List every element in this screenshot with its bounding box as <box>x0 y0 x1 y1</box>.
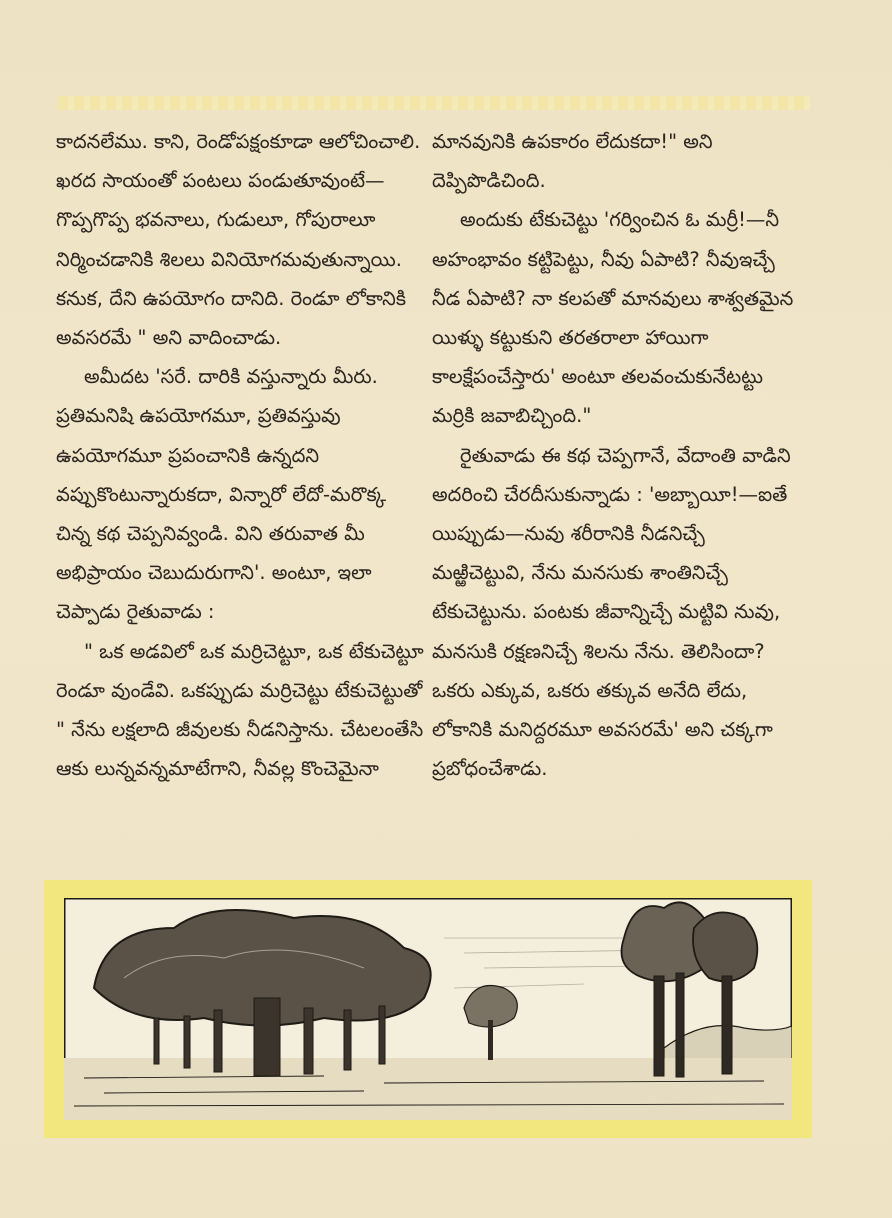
left-column <box>56 122 426 788</box>
paragraph: కాదనలేము. కాని, రెండోపక్షంకూడా ఆలోచించాలి. ఖరద సాయంతో పంటలు పండుతూవుంటే—గొప్పగొప్ప భవనాలు, గుడులూ, గోపురాలూ నిర్మించడానికి శిలలు వినియోగమవుతున్నాయి. కనుక, దేని ఉపయోగం దానిది. రెండూ లోకానికి అవసరమే " అని వాదించాడు. <box>56 130 421 350</box>
paragraph: " ఒక అడవిలో ఒక మర్రిచెట్టూ, ఒక టేకుచెట్టూ రెండూ వుండేవి. ఒకప్పుడు మర్రిచెట్టు టేకుచెట్టుతో " నేను లక్షలాది జీవులకు నీడనిస్తాను. చేటలంతేసి ఆకు లున్నవన్నమాటేగాని, నీవల్ల కొంచెమైనా <box>56 639 424 781</box>
paragraph: రైతువాడు ఈ కథ చెప్పగానే, వేదాంతి వాడిని అదరించి చేరదీసుకున్నాడు : 'అబ్బాయీ!—ఐతే యిప్పుడు—నువు శరీరానికి నీడనిచ్చే మఱ్ఱిచెట్టువి, నేను మనసుకు శాంతినిచ్చే టేకుచెట్టును. పంటకు జీవాన్నిచ్చే మట్టివి నువు, మనసుకి రక్షణనిచ్చే శిలను నేను. తెలిసిందా? ఒకరు ఎక్కువ, ఒకరు తక్కువ అనేది లేదు, లోకానికి మనిద్దరమూ అవసరమే' అని చక్కగా ప్రబోధంచేశాడు. <box>432 443 791 781</box>
landscape-illustration-icon <box>64 898 792 1120</box>
right-column <box>432 122 802 788</box>
paragraph: అమీదట 'సరే. దారికి వస్తున్నారు మీరు. ప్రతిమనిషి ఉపయోగమూ, ప్రతివస్తువు ఉపయోగమూ ప్రపంచానికి ఉన్నదని వప్పుకొంటున్నారుకదా, విన్నారో లేదో-మరొక్క చిన్న కథ చెప్పనివ్వండి. విని తరువాత మీ అభిప్రాయం చెబుదురుగాని'. అంటూ, ఇలా చెప్పాడు రైతువాడు : <box>56 365 387 624</box>
paragraph: మానవునికి ఉపకారం లేదుకదా!" అని దెప్పిపొడిచింది. <box>432 130 713 193</box>
paragraph: అందుకు టేకుచెట్టు 'గర్వించిన ఓ మర్రీ!—నీ అహంభావం కట్టిపెట్టు, నీవు ఏపాటి? నీవుఇచ్చే నీడ ఏపాటి? నా కలపతో మానవులు శాశ్వతమైన యిళ్ళు కట్టుకుని తరతరాలా హాయిగా కాలక్షేపంచేస్తారు' అంటూ తలవంచుకునేటట్టు మర్రికి జవాబిచ్చింది." <box>432 208 794 428</box>
illustration-frame <box>44 880 812 1138</box>
decorative-border <box>58 96 810 110</box>
